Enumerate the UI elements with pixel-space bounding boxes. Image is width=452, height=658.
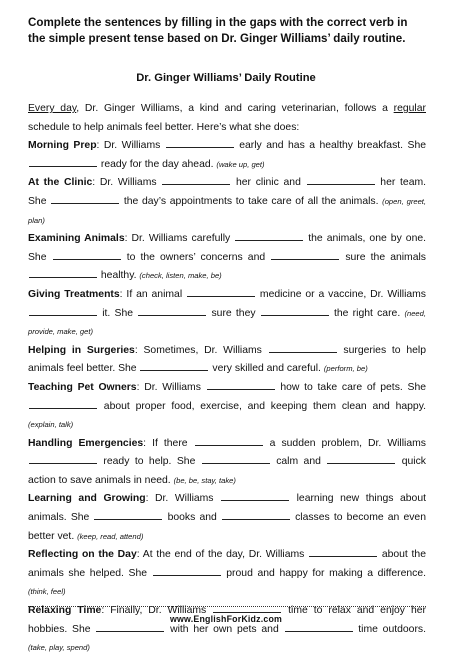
sentence-text: sure the animals [340,251,426,263]
sentence-text: : Dr. Williams [145,493,221,505]
answer-blank[interactable] [309,546,377,557]
sentence-text: sure they [207,307,260,319]
exercise-paragraph [28,490,426,546]
intro-regular: regular [393,103,426,114]
verb-hint: (wake up, get) [216,159,265,169]
sentence-text: the right care. [329,307,405,319]
answer-blank[interactable] [153,565,221,576]
sentence-text: to the owners’ concerns and [121,251,271,263]
section-heading: Relaxing Time [28,605,102,617]
sentence-text: ready for the day ahead. [98,158,217,170]
exercise-paragraph [28,379,426,435]
section-heading: Examining Animals [28,233,125,245]
verb-hint: (explain, talk) [28,420,74,430]
sentence-text: books and [163,512,221,524]
verb-hint: (keep, read, attend) [77,531,144,541]
sentence-text: : Sometimes, Dr. Williams [134,344,268,356]
answer-blank[interactable] [195,435,263,446]
exercise-paragraph [28,137,426,174]
exercise-paragraph [28,602,426,658]
answer-blank[interactable] [327,453,395,464]
verb-hint: (perform, be) [323,364,368,374]
answer-blank[interactable] [29,453,97,464]
sentence-text: a sudden problem, Dr. Williams [263,437,426,449]
answer-blank[interactable] [207,379,275,390]
exercise-paragraph [28,286,426,342]
answer-blank[interactable] [235,230,303,241]
answer-blank[interactable] [187,286,255,297]
sentence-text: healthy. [98,270,140,282]
sentence-text: the animals, one by one. She [28,233,427,263]
sentence-text: how to take care of pets. She [275,381,426,393]
section-heading: Teaching Pet Owners [28,381,137,393]
intro-text-1: , Dr. Ginger Williams, a kind and caring veterinarian, follows a [76,103,394,114]
sentence-text: : At the end of the day, Dr. Williams [136,549,309,561]
sentence-text: with her own pets and [165,623,284,635]
intro-paragraph [28,100,426,137]
answer-blank[interactable] [53,249,121,260]
sentence-text: : Dr. Williams [96,140,165,152]
sentence-text: proud and happy for making a difference. [221,567,426,579]
section-heading: Morning Prep [28,140,97,152]
answer-blank[interactable] [261,305,329,316]
section-heading: Handling Emergencies [28,437,144,449]
sentence-text: her clinic and [231,177,306,189]
answer-blank[interactable] [29,398,97,409]
sentence-text: : Dr. Williams [92,177,162,189]
sentence-text: ready to help. She [98,456,201,468]
sentence-text: surgeries to help animals feel better. She [28,344,426,375]
sentence-text: about the animals she helped. She [28,549,426,579]
answer-blank[interactable] [51,193,119,204]
answer-blank[interactable] [29,305,97,316]
sentence-text: quick action to save animals in need. [28,456,426,486]
worksheet-title: Dr. Ginger Williams’ Daily Routine [136,72,316,84]
exercise-paragraph [28,230,426,286]
exercise-paragraph [28,546,426,602]
worksheet-body [28,100,426,658]
sentence-text: it. She [98,307,138,319]
sentence-text: time outdoors. [353,623,426,635]
answer-blank[interactable] [29,267,97,278]
sentence-text: her team. She [28,177,427,207]
sentence-text: learning new things about animals. She [28,493,427,524]
sentence-text: : If there [143,437,194,449]
sentence-text: calm and [270,456,327,468]
answer-blank[interactable] [94,509,162,520]
answer-blank[interactable] [202,453,270,464]
sentence-text: : Dr. Williams [136,381,206,393]
answer-blank[interactable] [269,342,337,353]
answer-blank[interactable] [213,602,281,613]
exercise-paragraph [28,342,426,379]
exercise-paragraph [28,435,426,491]
verb-hint: (need, provide, make, get) [28,308,426,337]
verb-hint: (take, play, spend) [28,643,90,653]
answer-blank[interactable] [166,137,234,148]
answer-blank[interactable] [307,174,375,185]
section-heading: Helping in Surgeries [28,344,135,356]
answer-blank[interactable] [29,156,97,167]
answer-blank[interactable] [221,490,289,501]
answer-blank[interactable] [162,174,230,185]
sentence-text: time to relax and enjoy her hobbies. She [28,605,426,635]
verb-hint: (check, listen, make, be) [139,271,222,281]
exercise-paragraph [28,174,426,230]
sentence-text: the day’s appointments to take care of all the animals. [120,195,383,207]
answer-blank[interactable] [271,249,339,260]
verb-hint: (open, greet, plan) [28,196,427,225]
section-heading: Learning and Growing [28,493,146,505]
verb-hint: (think, feel) [28,587,66,597]
answer-blank[interactable] [222,509,290,520]
verb-hint: (be, be, stay, take) [173,475,236,485]
section-heading: Reflecting on the Day [28,549,137,561]
sentence-text: classes to become an even better vet. [28,512,426,542]
sentence-text: about proper food, exercise, and keeping them clean and happy. [98,400,426,412]
sentence-text: : If an animal [119,288,187,300]
sections-list [28,137,426,658]
answer-blank[interactable] [138,305,206,316]
sentence-text: very skilled and careful. [209,363,324,375]
sentence-text: medicine or a vaccine, Dr. Williams [256,288,427,300]
dotted-divider [28,606,426,607]
section-heading: Giving Treatments [28,288,120,300]
footer-url: www.EnglishForKidz.com [169,614,283,624]
sentence-text: : Dr. Williams carefully [124,233,235,245]
intro-text-2: schedule to help animals feel better. Here’s what she does: [28,121,300,133]
answer-blank[interactable] [140,360,208,371]
section-heading: At the Clinic [28,177,93,189]
intro-every-day: Every day [28,103,77,114]
sentence-text: early and has a healthy breakfast. She [234,140,427,152]
instructions: Complete the sentences by filling in the gaps with the correct verb in the simple present tense based on Dr. Ginger Williams’ daily routine. [28,16,408,45]
sentence-text: : Finally, Dr. Williams [101,605,213,617]
